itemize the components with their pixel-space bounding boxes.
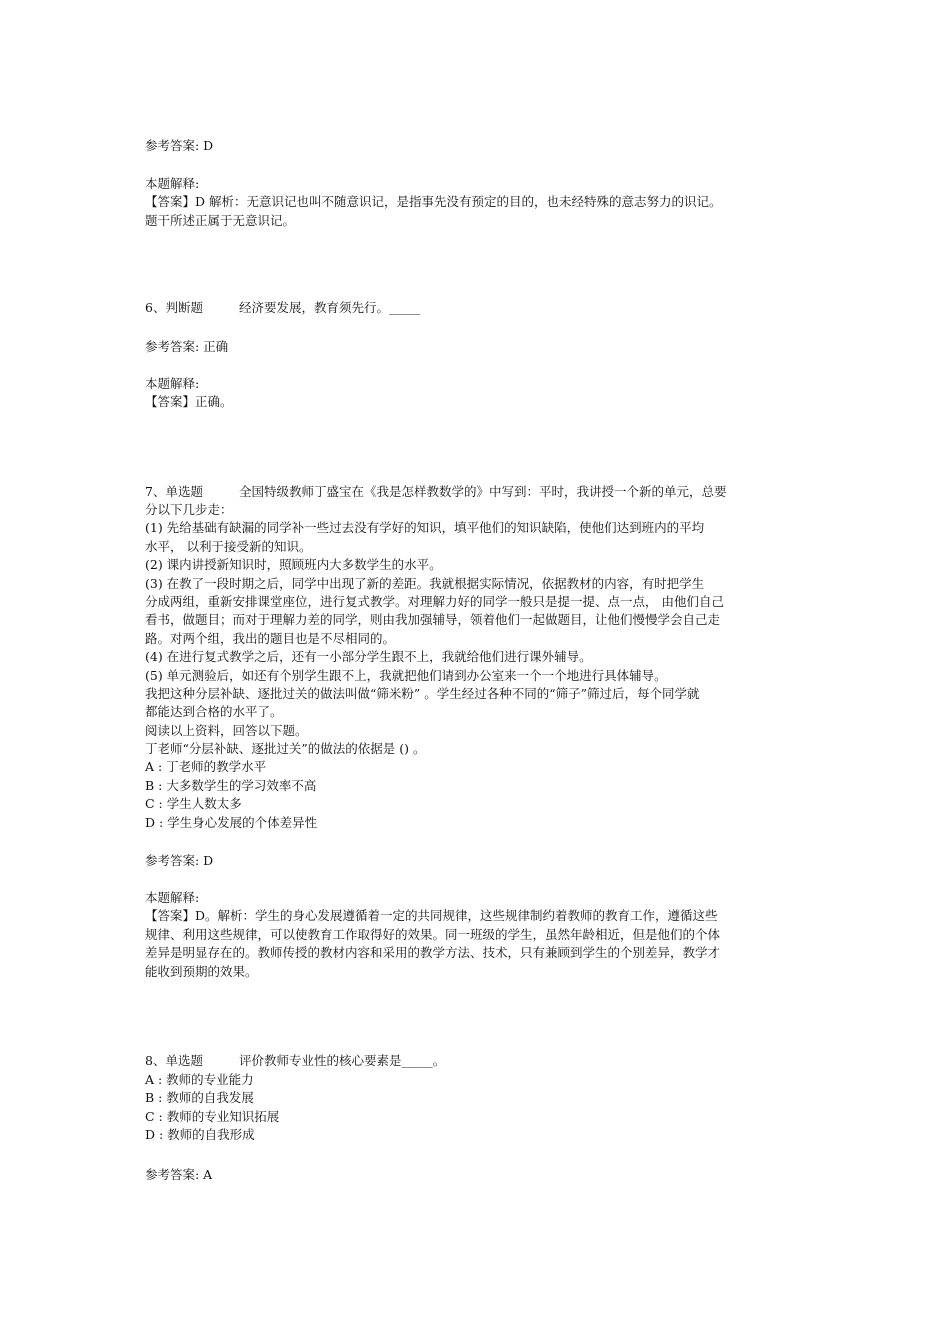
question-number: 8、单选题	[145, 1053, 203, 1068]
question-line: 我把这种分层补缺、逐批过关的做法叫做“筛米粉” 。学生经过各种不同的“筛子”筛过后，每个同学就	[145, 685, 700, 701]
question-text: 全国特级教师丁盛宝在《我是怎样教数学的》中写到：平时，我讲授一个新的单元，总要	[239, 484, 727, 499]
reference-answer-q6	[145, 338, 805, 356]
question-line: 丁老师“分层补缺、逐批过关”的做法的依据是 () 。	[145, 741, 426, 757]
question-line: (5) 单元测验后，如还有个别学生跟不上，我就把他们请到办公室来一个一个地进行具体辅导。	[145, 667, 667, 683]
explanation-line: 规律、利用这些规律，可以使教育工作取得好的效果。同一班级的学生，虽然年龄相近，但是他们的个体	[145, 926, 721, 942]
explanation-heading: 本题解释:	[145, 890, 200, 905]
question-6	[145, 299, 805, 317]
explanation-line: 【答案】D 解析：无意识记也叫不随意识记，是指事先没有预定的目的，也未经特殊的意志努力的识记。	[145, 194, 722, 210]
explanation-heading: 本题解释:	[145, 376, 200, 391]
explanation-line: 差异是明显存在的。教师传授的教材内容和采用的教学方法、技术，只有兼顾到学生的个别差异，教学才	[145, 945, 721, 961]
option-c: C : 学生人数太多	[145, 796, 242, 812]
question-line: (1) 先给基础有缺漏的同学补一些过去没有学好的知识，填平他们的知识缺陷，使他们达到班内的平均	[145, 520, 705, 536]
answer-line: 参考答案: D	[145, 138, 214, 153]
explanation-line: 能收到预期的效果。	[145, 963, 258, 979]
answer-line: 参考答案: D	[145, 853, 214, 868]
explanation-line: 【答案】D。解析：学生的身心发展遵循着一定的共同规律，这些规律制约着教师的教育工作，遵循这些	[145, 908, 718, 924]
explanation-q5	[145, 175, 805, 230]
reference-answer-q8	[145, 1166, 805, 1184]
question-text: 评价教师专业性的核心要素是_____。	[239, 1053, 446, 1068]
question-line: 分以下几步走：	[145, 502, 233, 517]
explanation-line: 题干所述正属于无意识记。	[145, 212, 296, 228]
question-8	[145, 1052, 805, 1070]
question-line: (4) 在进行复式教学之后，还有一小部分学生跟不上，我就给他们进行课外辅导。	[145, 649, 592, 665]
question-line: 阅读以上资料，回答以下题。	[145, 722, 308, 738]
explanation-q6	[145, 375, 805, 412]
question-line: 看书，做题目；而对于理解力差的同学，则由我加强辅导，领着他们一起做题目，让他们慢慢学会自己走	[145, 612, 721, 628]
answer-line: 参考答案: A	[145, 1167, 213, 1182]
question-text: 经济要发展，教育须先行。_____	[239, 300, 421, 315]
option-a: A : 教师的专业能力	[145, 1072, 254, 1087]
question-line: 水平， 以利于接受新的知识。	[145, 538, 312, 554]
question-7-body	[145, 501, 805, 832]
answer-line: 参考答案: 正确	[145, 339, 229, 354]
option-b: B : 大多数学生的学习效率不高	[145, 777, 317, 793]
question-8-options	[145, 1071, 805, 1145]
question-line: 都能达到合格的水平了。	[145, 704, 283, 720]
question-line: (3) 在教了一段时期之后，同学中出现了新的差距。我就根据实际情况，依据教材的内容，有时把学生	[145, 575, 705, 591]
option-c: C : 教师的专业知识拓展	[145, 1108, 280, 1124]
option-b: B : 教师的自我发展	[145, 1090, 254, 1106]
explanation-line: 【答案】正确。	[145, 394, 233, 410]
question-line: 路。对两个组，我出的题目也是不尽相同的。	[145, 630, 396, 646]
reference-answer-q7	[145, 852, 805, 870]
reference-answer-q5	[145, 137, 805, 155]
question-line: 分成两组，重新安排课堂座位，进行复式教学。对理解力好的同学一般只是提一提、点一点， 由他们自己	[145, 593, 724, 609]
explanation-q7	[145, 889, 805, 981]
question-7	[145, 483, 805, 501]
question-number: 7、单选题	[145, 484, 203, 499]
explanation-heading: 本题解释:	[145, 176, 200, 191]
option-d: D : 教师的自我形成	[145, 1127, 255, 1143]
option-a: A : 丁老师的教学水平	[145, 759, 267, 775]
question-line: (2) 课内讲授新知识时，照顾班内大多数学生的水平。	[145, 557, 442, 573]
option-d: D : 学生身心发展的个体差异性	[145, 814, 318, 830]
question-number: 6、判断题	[145, 300, 203, 315]
